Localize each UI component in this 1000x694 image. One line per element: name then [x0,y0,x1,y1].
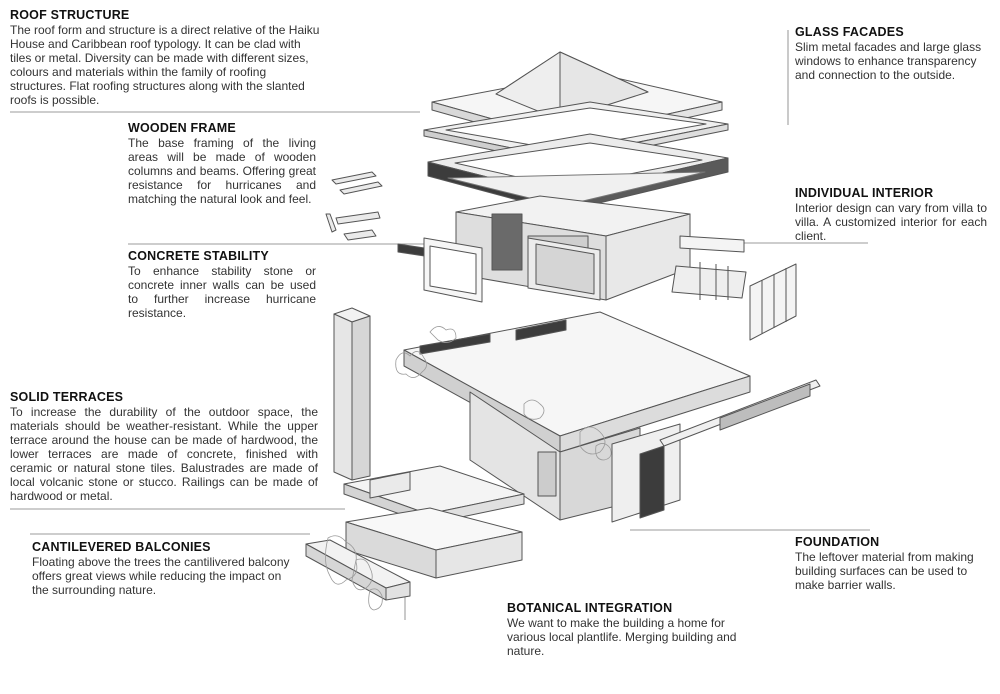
living-module [398,196,746,302]
cantilevered-balconies-text: Floating above the trees the cantilivered balcony offers great views while reducing the impact on the surrounding nature. [32,555,290,597]
label-roof-structure [10,8,320,107]
botanical-integration-title: BOTANICAL INTEGRATION [507,601,673,615]
wooden-frame-text: The base framing of the living areas will be made of wooden columns and beams. Offering great resistance for hurricanes and matching the natural look and feel. [128,136,316,206]
glass-facade-panel [750,264,796,340]
solid-terraces-title: SOLID TERRACES [10,390,124,404]
label-glass-facades [795,25,987,82]
roof-structure-title: ROOF STRUCTURE [10,8,130,22]
glass-facades-text: Slim metal facades and large glass windows to enhance transparency and connection to the outside. [795,40,982,82]
botanical-integration-text: We want to make the building a home for various local plantlife. Merging building and nature. [507,616,737,658]
foundation-title: FOUNDATION [795,535,880,549]
label-botanical-integration [507,601,761,658]
roof-structure-text: The roof form and structure is a direct relative of the Haiku House and Caribbean roof typology. It can be clad with tiles or metal. Diversity can be made with different sizes, colours and materials within the family of roofing structures. Flat roofing structures along with the slanted roofs is possible. [10,23,320,107]
label-individual-interior [795,186,987,243]
label-wooden-frame [128,121,316,206]
individual-interior-text: Interior design can vary from villa to villa. A customized interior for each client. [795,201,987,243]
cantilevered-balconies-title: CANTILEVERED BALCONIES [32,540,211,554]
concrete-stability-title: CONCRETE STABILITY [128,249,269,263]
solid-terraces-text: To increase the durability of the outdoor space, the materials should be weather-resistant. While the upper terrace around the house can be made of hardwood, the lower terraces are made of concrete, finished with ceramic or natural stone tiles. Balustrades are made of local volcanic stone or stucco. Railings can be made of hardwood or metal. [10,405,318,503]
label-foundation [795,535,989,592]
label-cantilevered-balconies [32,540,294,597]
wooden-frame-title: WOODEN FRAME [128,121,236,135]
foundation-text: The leftover material from making building surfaces can be used to make barrier walls. [795,550,974,592]
individual-interior-title: INDIVIDUAL INTERIOR [795,186,934,200]
glass-facades-title: GLASS FACADES [795,25,904,39]
roof-layer [424,52,728,212]
wooden-beams [326,172,382,240]
concrete-column [334,308,370,480]
label-solid-terraces [10,390,318,503]
concrete-stability-text: To enhance stability stone or concrete inner walls can be used to further increase hurricane resistance. [128,264,316,320]
label-concrete-stability [128,249,316,320]
